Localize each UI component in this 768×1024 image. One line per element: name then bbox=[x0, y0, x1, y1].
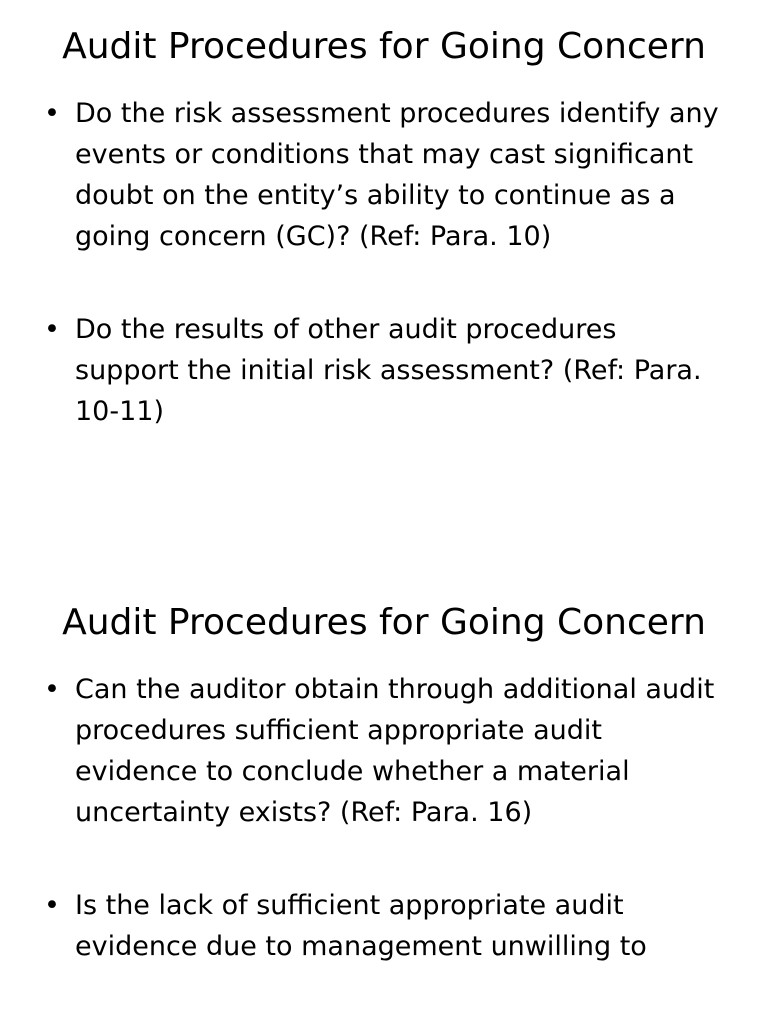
slide-2-title: Audit Procedures for Going Concern bbox=[62, 602, 706, 643]
bullet-dot-icon: • bbox=[44, 674, 60, 705]
bullet-dot-icon: • bbox=[44, 890, 60, 921]
bullet-text: Do the risk assessment procedures identify any events or conditions that may cast significant doubt on the entity’s ability to continue as a going concern (GC)? (Ref: Para. 10) bbox=[75, 98, 719, 252]
slide-2-bullet-2 bbox=[0, 885, 768, 967]
slide-1-bullet-1 bbox=[0, 93, 768, 257]
slide-1 bbox=[0, 19, 768, 432]
slide-1-title: Audit Procedures for Going Concern bbox=[62, 26, 706, 67]
bullet-text: Is the lack of sufficient appropriate audit evidence due to management unwilling to bbox=[75, 890, 647, 962]
bullet-text: Do the results of other audit procedures support the initial risk assessment? (Ref: Para. 10-11) bbox=[75, 314, 702, 427]
slide-1-bullet-list bbox=[0, 93, 768, 432]
slide-1-bullet-2 bbox=[0, 309, 768, 432]
slide-2-bullet-1 bbox=[0, 669, 768, 833]
bullet-text: Can the auditor obtain through additional audit procedures sufficient appropriate audit evidence to conclude whether a material uncertainty exists? (Ref: Para. 16) bbox=[75, 674, 715, 828]
bullet-dot-icon: • bbox=[44, 314, 60, 345]
bullet-dot-icon: • bbox=[44, 98, 60, 129]
slide-2-bullet-list bbox=[0, 669, 768, 967]
slide-2 bbox=[0, 595, 768, 967]
